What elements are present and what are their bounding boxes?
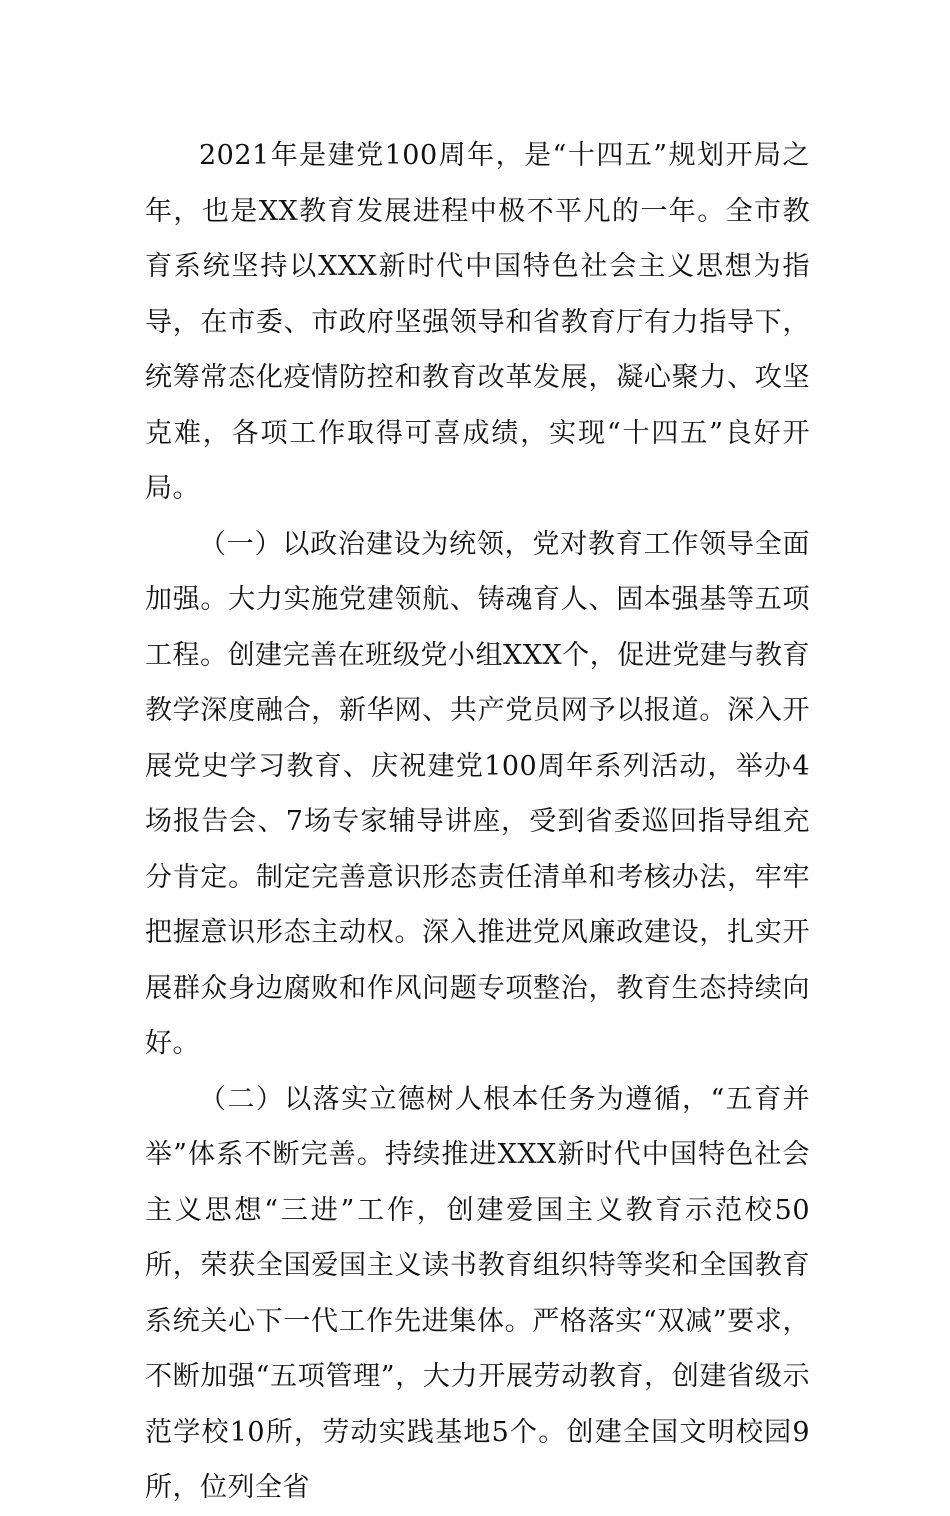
document-body <box>145 128 810 1516</box>
paragraph-section-2: （二）以落实立德树人根本任务为遵循，“五育并举”体系不断完善。持续推进XXX新时代中国特色社会主义思想“三进”工作，创建爱国主义教育示范校50所，荣获全国爱国主义读书教育组织特等奖和全国教育系统关心下一代工作先进集体。严格落实“双减”要求，不断加强“五项管理”，大力开展劳动教育，创建省级示范学校10所，劳动实践基地5个。创建全国文明校园9所，位列全省 <box>145 1083 810 1503</box>
paragraph-intro: 2021年是建党100周年，是“十四五”规划开局之年，也是XX教育发展进程中极不平凡的一年。全市教育系统坚持以XXX新时代中国特色社会主义思想为指导，在市委、市政府坚强领导和省教育厅有力指导下，统筹常态化疫情防控和教育改革发展，凝心聚力、攻坚克难，各项工作取得可喜成绩，实现“十四五”良好开局。 <box>145 140 810 504</box>
paragraph-section-1: （一）以政治建设为统领，党对教育工作领导全面加强。大力实施党建领航、铸魂育人、固本强基等五项工程。创建完善在班级党小组XXX个，促进党建与教育教学深度融合，新华网、共产党员网予以报道。深入开展党史学习教育、庆祝建党100周年系列活动，举办4场报告会、7场专家辅导讲座，受到省委巡回指导组充分肯定。制定完善意识形态责任清单和考核办法，牢牢把握意识形态主动权。深入推进党风廉政建设，扎实开展群众身边腐败和作风问题专项整治，教育生态持续向好。 <box>145 528 810 1059</box>
